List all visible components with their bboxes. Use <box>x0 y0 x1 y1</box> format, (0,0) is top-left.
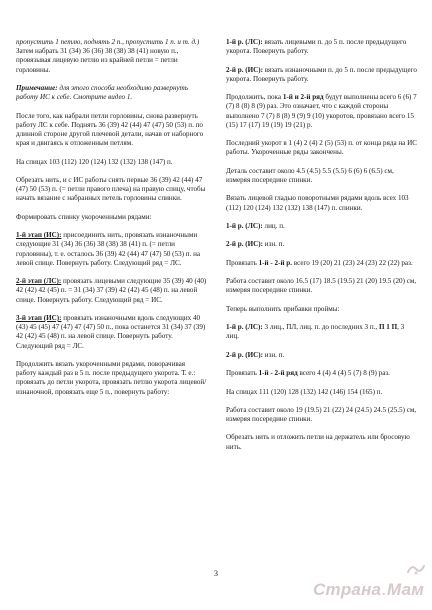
paragraph-text: Провязать <box>226 258 259 267</box>
paragraph <box>16 360 207 397</box>
paragraph-text: 3 лиц., ПЛ, лиц. п. до последних 3 п., <box>262 323 379 332</box>
paragraph <box>16 231 207 268</box>
paragraph-text: 1-й этап (ИС): <box>16 231 62 240</box>
paragraph-text: 1-й р. (ЛС): <box>226 38 263 46</box>
paragraph-text: всего 4 (4) 4 (4) 5 (7) 8 (9) раз. <box>297 369 390 378</box>
page-number: 3 <box>214 569 218 578</box>
paragraph-text: На спицах 103 (112) 120 (124) 132 (132) 138 (147) п. <box>16 157 173 166</box>
paragraph <box>226 240 418 249</box>
paragraph <box>16 314 207 351</box>
paragraph <box>226 433 418 451</box>
paragraph-text: Продолжить, пока <box>226 93 283 102</box>
paragraph <box>226 167 418 185</box>
paragraph-text: для этого способа необходимо развернуть работу ИС к себе. Смотрите видео 1. <box>16 84 188 102</box>
paragraph <box>226 388 418 397</box>
watermark <box>313 580 424 600</box>
paragraph-text: 1-й - 2-й ряд <box>258 369 298 378</box>
paragraph-text: 2-й р. (ИС): <box>226 240 263 249</box>
paragraph-text: Вязать лицевой гладью поворотными рядами вдоль всех 103 (112) 120 (124) 132 (132) 138 (147) п. спинки. <box>226 194 409 212</box>
paragraph-text: будут выполнены всего 6 (6) 7 (7) 8 (8) 8 (9) раз. Это означает, что с каждой стороны выполнено 7 (7) 8 (8) 9 (9) 9 (10) укоротов, провязано всего 15 (15) 17 (17) 19 (19) 19 (21) р. <box>226 93 417 129</box>
paragraph <box>16 176 207 204</box>
paragraph-text: присоединить нить, провязать изнаночными следующие 31 (34) 36 (36) 38 (38) 38 (41) п. (= петли горловины), т. е. осталось 36 (39) 42 (44) 47 (47) 50 (53) п. на левой спице. Повернуть работу. Следующий ряд = ЛС. <box>16 231 201 267</box>
paragraph-text: Продолжить вязать укороченными рядами, поворачивая работу каждый раз в 5 п. после предыдущего укорота. Т. е.: провязать до петли укорота, провязать петлю укорота лицевой/изнаночной, провязать еще 5 п., повернуть работу: <box>16 359 207 396</box>
paragraph-text: Последний укорот в 1 (4) 2 (4) 2 (5) (53) п. от конца ряда на ИС работы. Укороченные ряды закончены. <box>226 139 417 157</box>
paragraph-text: 3-й этап (ИС): <box>16 313 62 322</box>
paragraph-text: изн. п. <box>263 240 285 249</box>
paragraph <box>16 84 207 102</box>
paragraph <box>226 38 418 56</box>
left-column <box>16 38 207 406</box>
right-column <box>226 38 418 461</box>
paragraph-text: Работа составит около 19 (19.5) 21 (22) 24 (24.5) 24.5 (25.5) см, измеряя посередине спинки. <box>226 405 417 424</box>
watermark-text-after: Мам <box>387 580 424 599</box>
paragraph-text: П 1 П <box>378 323 398 332</box>
paragraph-text: лиц. п. <box>262 221 285 230</box>
paragraph-text: изн. п. <box>263 350 285 359</box>
paragraph <box>226 277 418 295</box>
paragraph-text: 2-й р. (ИС): <box>226 350 263 359</box>
paragraph-text: 1-й р. (ЛС): <box>226 221 263 230</box>
paragraph-text: Примечание: <box>16 84 58 92</box>
paragraph-text: 2-й р. (ИС): <box>226 65 263 74</box>
paragraph <box>16 112 207 149</box>
site-logo-icon <box>406 562 426 576</box>
paragraph <box>16 213 207 222</box>
paragraph-text: Работа составит около 16.5 (17) 18.5 (19.5) 21 (20) 19.5 (20) см, измеряя посередине спинки. <box>226 277 417 295</box>
paragraph-text: Деталь составит около 4.5 (4.5) 5.5 (5.5) 6 (6) 6 (6.5) см, измеряя посередине спинки. <box>226 166 394 184</box>
paragraph <box>16 158 207 167</box>
paragraph <box>226 259 418 268</box>
paragraph <box>226 351 418 360</box>
paragraph-text: После того, как набрали петли горловины, снова развернуть работу ЛС к себе. Поднять 36 (39) 42 (44) 47 (47) 50 (53) п. по длинной стороне другой плечевой детали, начав от наборного края и двигаясь к отложенным петлям. <box>16 111 204 148</box>
paragraph-text: , 3 лиц. <box>226 323 405 341</box>
paragraph <box>226 66 418 84</box>
paragraph <box>226 222 418 231</box>
paragraph <box>16 38 207 75</box>
paragraph-text: провязать лицевыми следующие 35 (39) 40 (40) 42 (42) 42 (45) п. = 31 (34) 37 (39) 42 (42) 45 (48) п. на левой спице. Повернуть работу. Следующий ряд = ИС. <box>16 277 207 304</box>
paragraph <box>226 194 418 212</box>
paragraph <box>226 369 418 378</box>
paragraph <box>226 323 418 341</box>
paragraph-text: вязать лицевыми п. до 5 п. после предыдущего укорота. Повернуть работу. <box>226 38 407 56</box>
watermark-text-before: Страна <box>313 580 382 599</box>
paragraph-text: провязать изнаночными вдоль следующих 40 (43) 45 (45) 47 (47) 47 (47) 50 п., пока останется 31 (34) 37 (39) 42 (42) 45 (48) п. на левой спице. Повернуть работу. Следующий ряд = ЛС. <box>16 313 206 350</box>
paragraph-text: Формировать спинку укороченными рядами: <box>16 212 152 221</box>
paragraph-text: 1-й - 2-й р. <box>258 258 293 267</box>
paragraph-text: 1-й р. (ЛС): <box>226 323 263 332</box>
paragraph-text: Теперь выполнить прибавки проймы: <box>226 304 340 313</box>
paragraph <box>16 277 207 305</box>
paragraph-text: Затем набрать 31 (34) 36 (36) 38 (38) 38 (41) новую п., провязывая лицевую петлю из крайней петли = петли горловины. <box>16 47 179 74</box>
paragraph-text: Провязать <box>226 369 259 378</box>
paragraph-text: пропустить 1 петлю, поднять 2 п., пропустить 1 п. и т. д.) <box>16 38 200 46</box>
paragraph-text: 1-й и 2-й ряд <box>282 93 324 102</box>
paragraph <box>226 139 418 157</box>
paragraph <box>226 93 418 130</box>
paragraph-text: 2-й этап (ЛС): <box>16 277 62 286</box>
watermark-dot: . <box>382 583 386 598</box>
paragraph-text: Обрезать нить и отложить петли на держатель или бросовую нить. <box>226 433 410 451</box>
paragraph-text: вязать изнаночными п. до 5 п. после предыдущего укорота. Повернуть работу. <box>226 65 417 83</box>
paragraph <box>226 406 418 424</box>
paragraph-text: На спицах 111 (120) 128 (132) 142 (146) 154 (165) п. <box>226 387 383 396</box>
paragraph <box>226 305 418 314</box>
paragraph-text: Обрезать нить, и с ИС работы снять первые 36 (39) 42 (44) 47 (47) 50 (53) п. (= петли правого плеча) на правую спицу, чтобы начать вязание с набранных петель горловины спинки. <box>16 175 206 203</box>
paragraph-text: всего 19 (20) 21 (23) 24 (23) 22 (22) раз. <box>292 258 413 267</box>
